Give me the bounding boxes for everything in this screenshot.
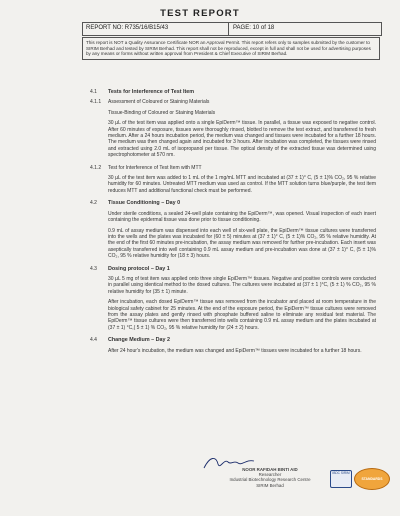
signatory-block xyxy=(215,467,325,488)
section-4-1-1 xyxy=(0,99,400,105)
standards-logo-icon: STANDARDS xyxy=(354,468,390,490)
paragraph: 0.9 mL of assay medium was dispensed into each well of six-well plate, the EpiDerm™ tissue cultures were transferred into the wells and the plates was incubated for (60 ± 5) minutes at (37 ± 1)° C, (5 ± 1)% CO₂, 95 % relative humidity. At the end of the first 60 minutes pre-incubation, the assay medium was removed for further pre-incubation. Each insert was aseptically transferred into well containing 0.9 mL assay medium and pre-incubation was done at (37 ± 1)° C, (5 ± 1)% CO₂, 95 % relative humidity for (18 ± 3) hours. xyxy=(108,227,376,260)
section-heading: Tests for Interference of Test Item xyxy=(108,89,195,95)
section-number: 4.3 xyxy=(90,265,97,272)
paragraph: After 24 hour's incubation, the medium was changed and EpiDerm™ tissues were incubated for a further 18 hours. xyxy=(108,347,362,354)
section-number: 4.1.2 xyxy=(90,164,102,171)
section-number: 4.2 xyxy=(90,200,97,207)
report-header-table xyxy=(82,22,382,36)
subsection-heading: Test for Interference of Test Item with MTT xyxy=(108,164,202,171)
section-heading: Tissue Conditioning – Day 0 xyxy=(108,200,181,207)
report-number: REPORT NO: R735/16/B15/43 xyxy=(83,23,229,35)
section-4-3 xyxy=(0,266,400,272)
section-number: 4.1 xyxy=(90,89,97,95)
paragraph: After incubation, each dosed EpiDerm™ tissue was removed from the incubator and placed at room temperature in the biological safety cabinet for 25 minutes. At the end of the exposure period, the EpiDerm™ tissue cultures were removed from the assay plates and gently rinsed with phosphate buffered saline to eliminate any residual test material. The EpiDerm™ tissue cultures were then transferred into wells containing 0.9 mL assay medium and the plates incubated at (37 ± 1) °C,( 5 ± 1) % CO₂, 95 % relative humidity for (24 ± 2) hours. xyxy=(108,299,376,331)
ibdc-stamp-icon: IBDC SIRIM xyxy=(330,470,352,488)
section-4-4 xyxy=(0,337,400,343)
signatory-org: SIRIM Berhad xyxy=(256,482,284,488)
section-4-1 xyxy=(0,89,400,95)
paragraph: 30 µL of the test item was applied onto a single EpiDerm™ tissue. In parallel, a tissue was exposed to negative control. After 60 minutes of exposure, tissues were thoroughly rinsed, blotted to remove the test extract, and transferred to fresh medium. After a 24 hours incubation period, the medium was changed and tissues were incubated for a further 18 hours. The medium was then changed again and incubated for 3 hours. After incubation was completed, the tissues were rinsed and extracted using 2.0 mL of isopropanol per tissue. The optical density of the extracted tissue was determined using spectrophotometer at 570 nm. xyxy=(108,120,376,159)
section-number: 4.4 xyxy=(90,337,97,344)
signatory-name: NOOR RAFIDAH BINTI AID xyxy=(242,467,298,472)
subsection-subheading-row xyxy=(0,110,400,116)
signatory-dept: Industrial Biotechnology Research Centre xyxy=(229,477,311,483)
report-body xyxy=(0,89,400,358)
section-number: 4.1.1 xyxy=(90,99,102,106)
subsection-subheading: Tissue-Binding of Coloured or Staining Materials xyxy=(108,109,216,116)
section-4-2 xyxy=(0,200,400,206)
report-title: TEST REPORT xyxy=(160,8,240,19)
paragraph: 30 µL of the test item was added to 1 mL of the 1 mg/mL MTT and incubated at (37 ± 1)° C, (5 ± 1)% CO₂, 95 % relative humidity for 60 minutes. Untreated MTT medium was used as control. If the MTT solution turns blue/purple, the test item reduces MTT and additional functional check must be performed. xyxy=(108,175,376,194)
section-heading: Dosing protocol – Day 1 xyxy=(108,265,170,272)
disclaimer-box: This report is NOT a Quality Assurance Certificate NOR an Approval Permit. This report refers only to samples submitted by the customer to SIRIM Berhad and tested by SIRIM Berhad. This report shall not be reproduced, except in full and shall not be used for advertising purposes by any means or forms without written approval from President & Chief Executive of SIRIM Berhad. xyxy=(82,37,380,60)
section-heading: Change Medium – Day 2 xyxy=(108,337,171,344)
paragraph: Under sterile conditions, a sealed 24-well plate containing the EpiDerm™, was opened. Visual inspection of each insert containing the epidermal tissue was done prior to tissue conditioning. xyxy=(108,210,376,224)
paragraph: 30 µL 5 mg of test item was applied onto three single EpiDerm™ tissues. Negative and positive controls were conducted in parallel using identical method to the dosed cultures. The cultures were incubated at (37 ± 1 )°C, (5 ± 1) % CO₂, 95 % relative humidity for (35 ± 1) minute. xyxy=(108,275,376,295)
page-number: PAGE: 10 of 18 xyxy=(233,25,275,31)
subsection-heading: Assessment of Coloured or Staining Materials xyxy=(108,99,210,106)
section-4-1-2 xyxy=(0,165,400,171)
signatory-role: Researcher xyxy=(258,472,282,478)
